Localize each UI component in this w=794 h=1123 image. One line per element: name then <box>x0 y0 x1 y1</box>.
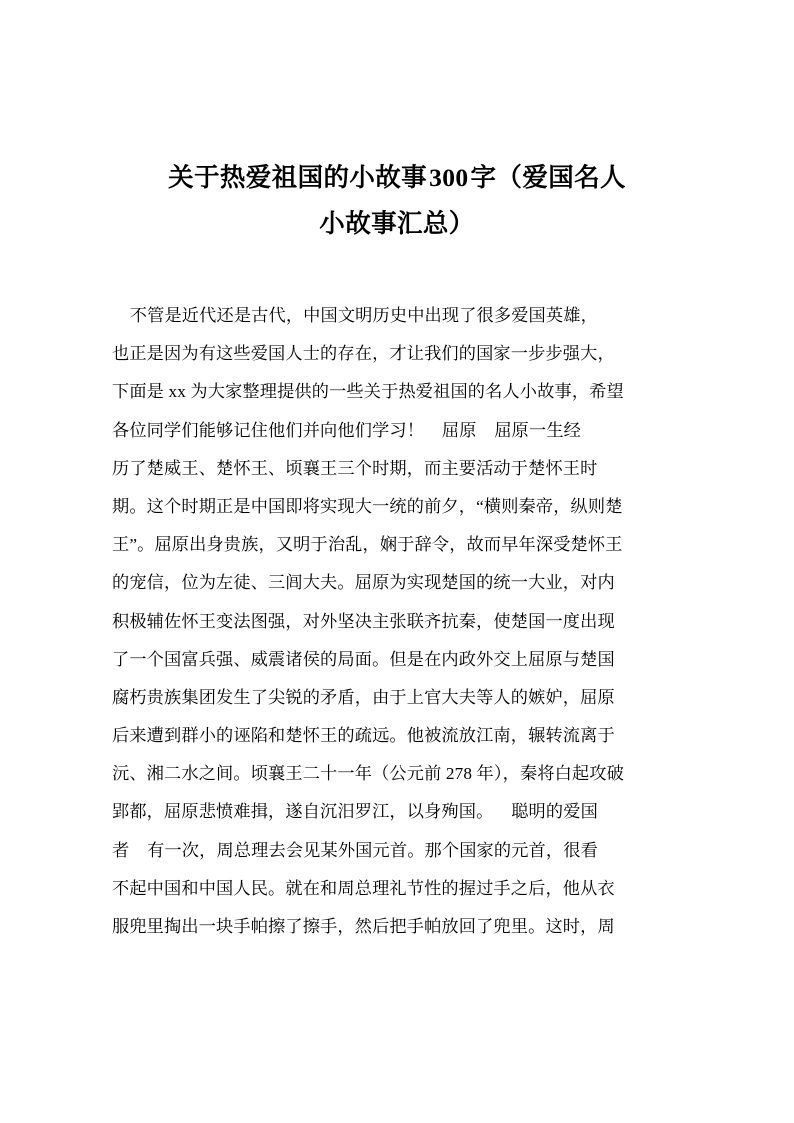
body-line: 后来遭到群小的诬陷和楚怀王的疏远。他被流放江南，辗转流离于 <box>112 726 615 746</box>
body-line: 也正是因为有这些爱国人士的存在，才让我们的国家一步步强大， <box>112 344 615 364</box>
page-title-number: 300 <box>429 163 469 193</box>
body-line: 沅、湘二水之间。顷襄王二十一年（公元前 278 年），秦将白起攻破 <box>112 764 624 784</box>
page-title-text: 关于热爱祖国的小故事 <box>168 163 428 193</box>
body-line: 期。这个时期正是中国即将实现大一统的前夕，“横则秦帝，纵则楚 <box>112 496 623 516</box>
body-line: 服兜里掏出一块手帕擦了擦手，然后把手帕放回了兜里。这时，周 <box>112 917 615 936</box>
body-line: 腐朽贵族集团发生了尖锐的矛盾，由于上官大夫等人的嫉妒，屈原 <box>112 687 615 707</box>
body-line: 不起中国和中国人民。就在和周总理礼节性的握过手之后，他从衣 <box>112 878 615 898</box>
body-line: 王”。屈原出身贵族，又明于治乱，娴于辞令，故而早年深受楚怀王 <box>112 535 623 555</box>
body-text <box>112 297 684 946</box>
body-line: 郢都，屈原悲愤难揖，遂自沉汨罗江，以身殉国。 聪明的爱国 <box>112 802 598 822</box>
body-line: 积极辅佐怀王变法图强，对外坚决主张联齐抗秦，使楚国一度出现 <box>112 611 615 631</box>
body-line: 的宠信，位为左徒、三闾大夫。屈原为实现楚国的统一大业，对内 <box>112 573 615 593</box>
page-title-suffix: 字（爱国名人 <box>470 163 626 193</box>
body-line: 了一个国富兵强、威震诸侯的局面。但是在内政外交上屈原与楚国 <box>112 649 615 669</box>
page-title-line2: 小故事汇总） <box>319 209 475 239</box>
page-title <box>112 155 682 247</box>
body-line: 各位同学们能够记住他们并向他们学习！ 屈原 屈原一生经 <box>112 420 582 440</box>
body-line: 下面是 xx 为大家整理提供的一些关于热爱祖国的名人小故事，希望 <box>112 382 624 402</box>
body-line: 不管是近代还是古代，中国文明历史中出现了很多爱国英雄， <box>112 306 598 325</box>
body-line: 历了楚威王、楚怀王、顷襄王三个时期，而主要活动于楚怀王时 <box>112 458 598 478</box>
body-line: 者 有一次，周总理去会见某外国元首。那个国家的元首，很看 <box>112 840 598 860</box>
